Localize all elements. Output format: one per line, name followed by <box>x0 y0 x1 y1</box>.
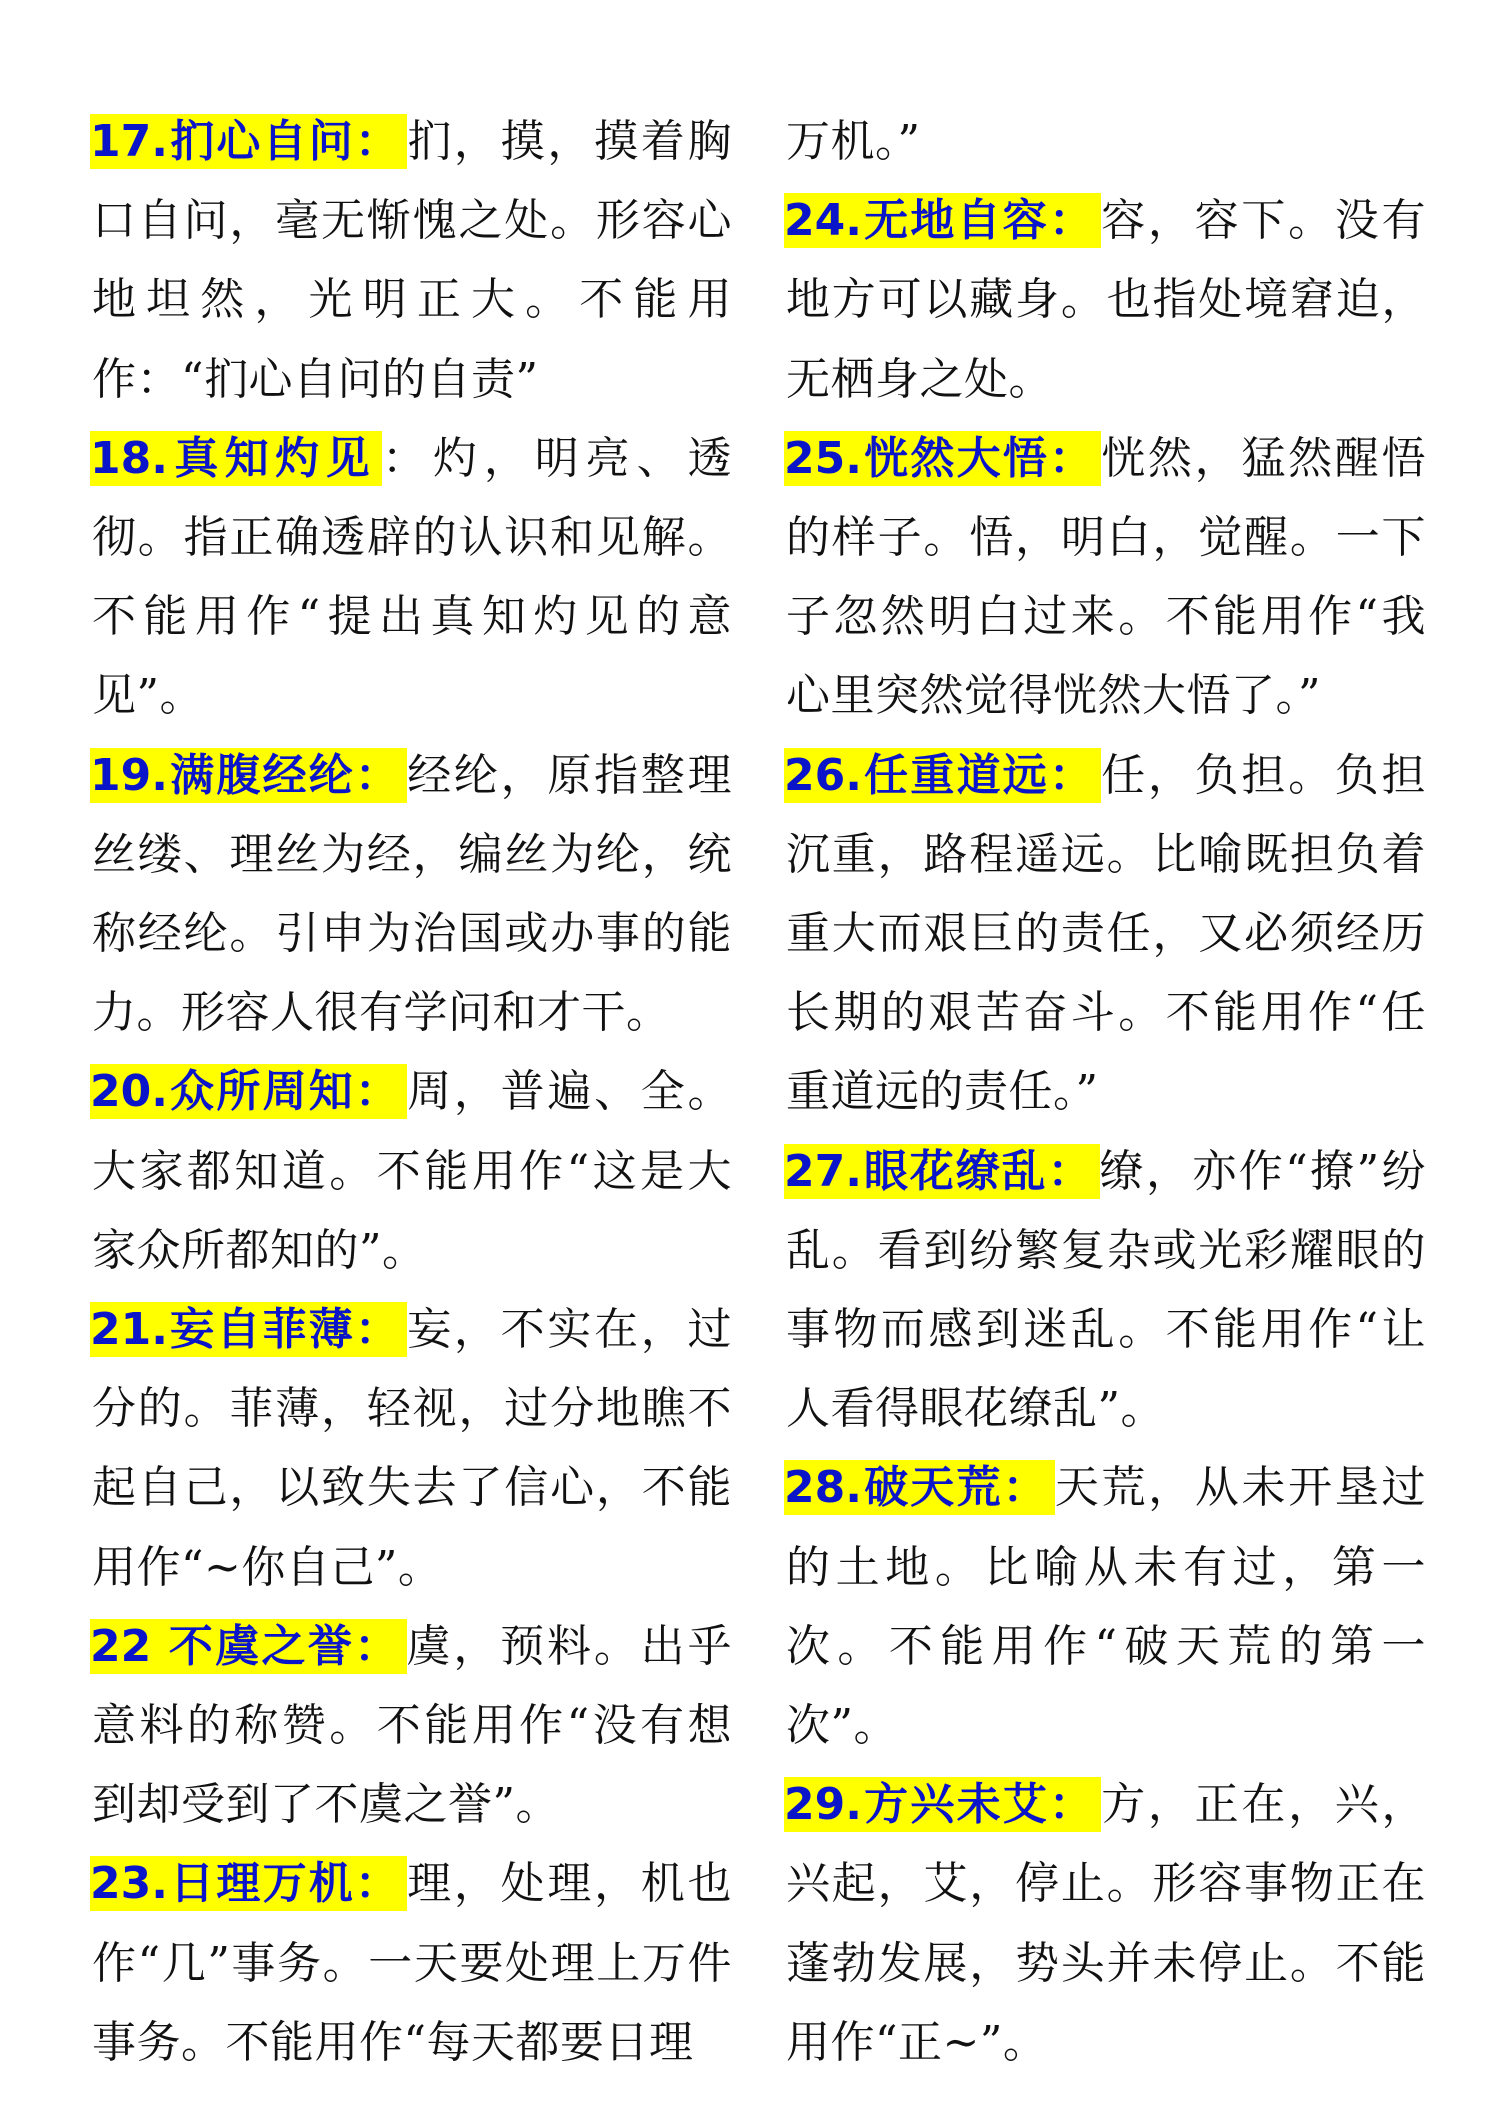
entry-definition: 扪，摸，摸着胸口自问，毫无惭愧之处。形容心地坦然，光明正大。不能用作：“扪心自问的自责” <box>92 116 732 405</box>
entry-term: 18.真知灼见 <box>90 431 382 486</box>
entry-18 <box>92 419 732 736</box>
entry-19 <box>92 736 732 1053</box>
entry-term: 24.无地自容： <box>784 193 1101 248</box>
entry-definition: 任，负担。负担沉重，路程遥远。比喻既担负着重大而艰巨的责任，又必须经历长期的艰苦奋斗。不能用作“任重道远的责任。” <box>786 749 1426 1118</box>
entry-24 <box>786 181 1426 419</box>
right-column <box>786 102 1426 2082</box>
entry-definition: ：灼，明亮、透彻。指正确透辟的认识和见解。不能用作“提出真知灼见的意见”。 <box>92 432 732 722</box>
entry-definition: 理，处理，机也作“几”事务。一天要处理上万件事务。不能用作“每天都要日理 <box>92 1858 732 2068</box>
entry-term: 28.破天荒： <box>784 1460 1055 1515</box>
entry-22 <box>92 1607 732 1845</box>
entry-20 <box>92 1052 732 1290</box>
entry-23-continued <box>786 102 1426 181</box>
entry-definition: 缭，亦作“撩”纷乱。看到纷繁复杂或光彩耀眼的事物而感到迷乱。不能用作“让人看得眼花缭乱”。 <box>786 1145 1426 1435</box>
entry-definition: 恍然，猛然醒悟的样子。悟，明白，觉醒。一下子忽然明白过来。不能用作“我心里突然觉得恍然大悟了。” <box>786 432 1426 722</box>
entry-definition: 周，普遍、全。大家都知道。不能用作“这是大家众所都知的”。 <box>92 1066 732 1276</box>
entry-definition: 方，正在，兴，兴起，艾，停止。形容事物正在蓬勃发展，势头并未停止。不能用作“正~”。 <box>786 1779 1426 2068</box>
entry-26 <box>786 736 1426 1132</box>
entry-definition: 经纶，原指整理丝缕、理丝为经，编丝为纶，统称经纶。引申为治国或办事的能力。形容人很有学问和才干。 <box>92 749 732 1039</box>
entry-27 <box>786 1132 1426 1449</box>
entry-term: 17.扪心自问： <box>90 114 407 169</box>
entry-term: 22 不虞之誉： <box>90 1619 407 1674</box>
entry-term: 25.恍然大悟： <box>784 431 1101 486</box>
entry-definition: 虞，预料。出乎意料的称赞。不能用作“没有想到却受到了不虞之誉”。 <box>92 1620 732 1831</box>
entry-term: 29.方兴未艾： <box>784 1777 1101 1832</box>
entry-28 <box>786 1448 1426 1765</box>
entry-term: 23.日理万机： <box>90 1856 407 1911</box>
left-column <box>92 102 732 2082</box>
entry-term: 27.眼花缭乱： <box>784 1144 1100 1199</box>
entry-21 <box>92 1290 732 1607</box>
entry-definition: 容，容下。没有地方可以藏身。也指处境窘迫，无栖身之处。 <box>786 195 1426 405</box>
entry-25 <box>786 419 1426 736</box>
entry-23 <box>92 1844 732 2082</box>
entry-definition: 妄，不实在，过分的。菲薄，轻视，过分地瞧不起自己，以致失去了信心，不能用作“~你自己”。 <box>92 1304 732 1593</box>
entry-definition: 万机。” <box>786 116 921 167</box>
entry-29 <box>786 1765 1426 2082</box>
entry-term: 26.任重道远： <box>784 748 1101 803</box>
entry-term: 19.满腹经纶： <box>90 748 407 803</box>
entry-term: 20.众所周知： <box>90 1064 407 1119</box>
entry-definition: 天荒，从未开垦过的土地。比喻从未有过，第一次。不能用作“破天荒的第一次”。 <box>786 1462 1427 1752</box>
entry-17 <box>92 102 732 419</box>
entry-term: 21.妄自菲薄： <box>90 1302 407 1357</box>
